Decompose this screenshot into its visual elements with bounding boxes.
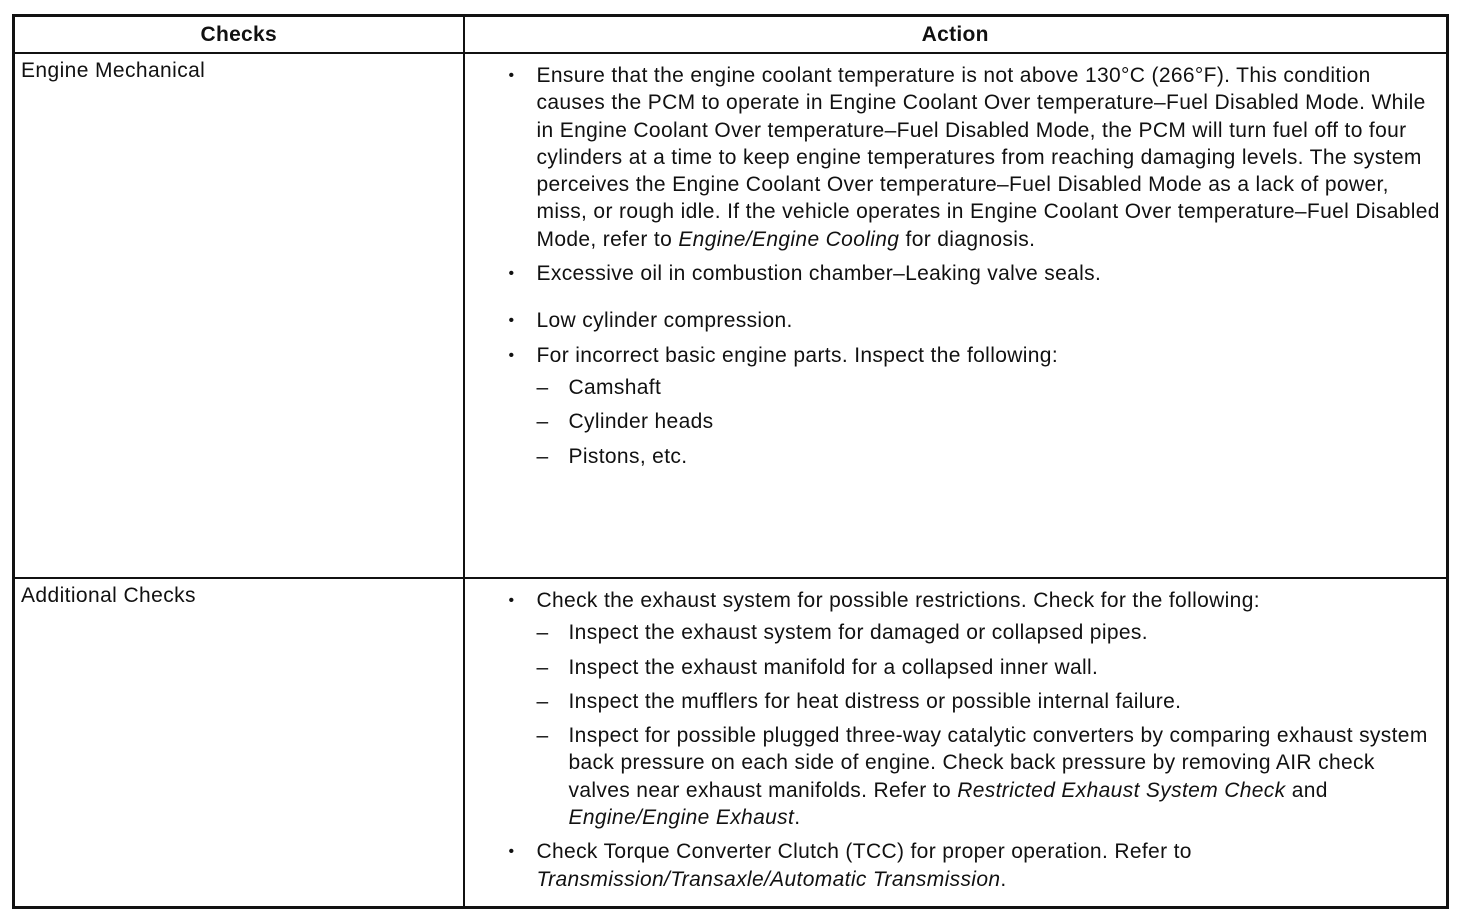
dash-icon: – [536,444,549,468]
dash-icon: – [536,655,549,679]
check-label: Additional Checks [21,584,196,607]
action-list [465,62,1443,470]
item-text: Check Torque Converter Clutch (TCC) for proper operation. Refer to [536,840,1192,864]
sub-item-text: Pistons, etc. [568,444,688,468]
header-action: Action [464,16,1448,54]
sub-item [537,619,1443,646]
bullet-icon: • [508,592,515,609]
sub-list [537,619,1443,831]
row-additional-checks [14,578,1448,907]
dash-icon: – [536,689,549,713]
header-row [14,16,1448,54]
diagnostic-table [12,14,1449,909]
reference-link: Restricted Exhaust System Check [957,778,1286,802]
list-item-coolant [465,62,1443,253]
reference-link: Engine/Engine Exhaust [568,806,795,830]
action-cell [464,578,1448,907]
dash-icon: – [536,724,549,748]
action-cell [464,53,1448,578]
list-item-exhaust [465,587,1443,831]
sub-item-text: Camshaft [568,375,662,399]
bullet-icon: • [508,67,515,84]
bullet-icon: • [508,843,515,861]
header-checks: Checks [14,16,464,54]
bullet-icon: • [508,312,515,330]
item-text: Low cylinder compression. [536,309,793,333]
sub-item [537,722,1443,831]
item-text: For incorrect basic engine parts. Inspect the following: [536,343,1059,367]
bullet-icon: • [508,346,515,364]
dash-icon: – [536,621,549,645]
item-text: Check the exhaust system for possible restrictions. Check for the following: [536,589,1260,612]
sub-item [537,374,1443,401]
check-label: Engine Mechanical [21,59,206,82]
bullet-icon: • [508,265,515,283]
sub-item-text: Inspect the exhaust manifold for a collapsed inner wall. [568,655,1099,679]
sub-item [537,688,1443,715]
dash-icon: – [536,375,549,399]
sub-item-text: . [794,806,801,830]
reference-link: Engine/Engine Cooling [678,227,900,251]
item-text: for diagnosis. [899,227,1036,251]
row-engine-mechanical [14,53,1448,578]
sub-item [537,443,1443,470]
reference-link: Transmission/Transaxle/Automatic Transmission [536,867,1001,891]
list-item-compression [465,307,1443,334]
sub-item-text: Inspect the exhaust system for damaged or collapsed pipes. [568,621,1148,645]
list-item-oil [465,260,1443,287]
dash-icon: – [536,410,549,434]
sub-item-text: Inspect for possible plugged three-way catalytic converters by comparing exhaust system back pressure on each side of engine. Check back pressure by removing AIR check valves near exhaust manifolds. Refer to [568,724,1428,802]
action-list [465,587,1443,893]
sub-item [537,654,1443,681]
check-cell [14,53,464,578]
list-item-parts [465,342,1443,470]
sub-item-text: and [1285,778,1328,802]
sub-item [537,408,1443,435]
sub-item-text: Cylinder heads [568,410,714,434]
check-cell [14,578,464,907]
item-text: Excessive oil in combustion chamber–Leaking valve seals. [536,262,1102,286]
list-item-tcc [465,838,1443,893]
item-text: . [1000,867,1007,891]
item-text: Ensure that the engine coolant temperature is not above 130°C (266°F). This condition causes the PCM to operate in Engine Coolant Over temperature–Fuel Disabled Mode. While in Engine Coolant Over temperature–Fuel Disabled Mode, the PCM will turn fuel off to four cylinders at a time to keep engine temperatures from reaching damaging levels. The system perceives the Engine Coolant Over temperature–Fuel Disabled Mode as a lack of power, miss, or rough idle. If the vehicle operates in Engine Coolant Over temperature–Fuel Disabled Mode, refer to [536,64,1440,251]
sub-list [537,374,1443,470]
sub-item-text: Inspect the mufflers for heat distress or possible internal failure. [568,689,1182,713]
